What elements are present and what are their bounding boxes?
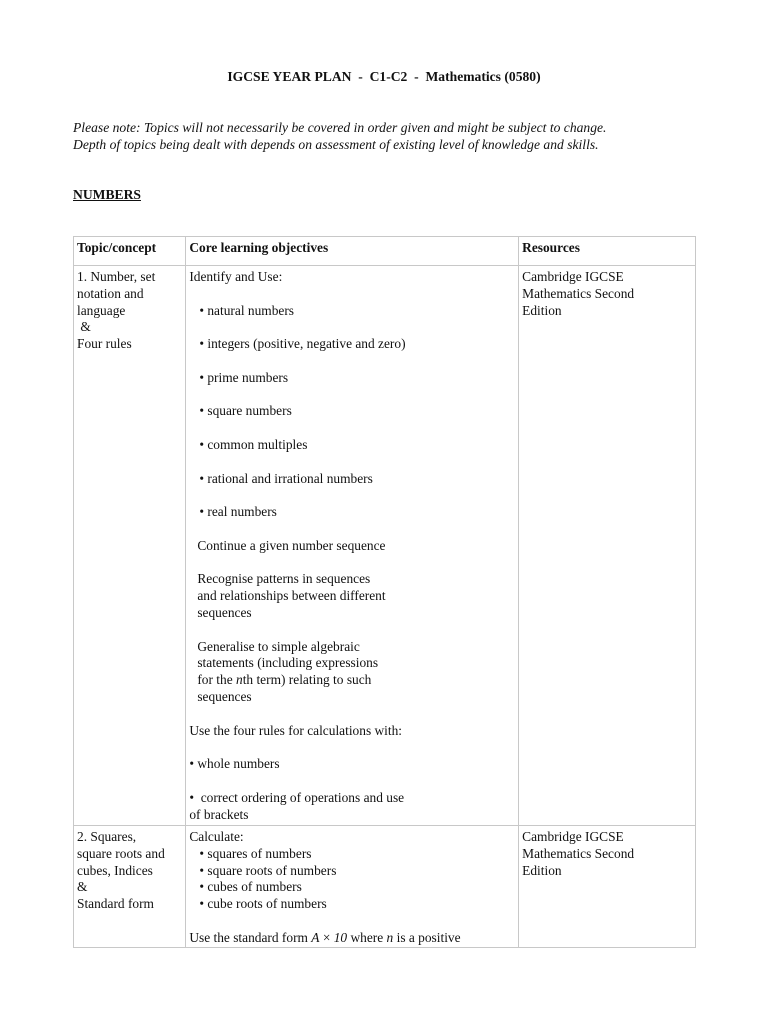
table-row — [74, 266, 696, 826]
topic-cell — [74, 826, 186, 948]
column-header-objectives: Core learning objectives — [186, 237, 519, 266]
note-line: Depth of topics being dealt with depends on assessment of existing level of knowledge and skills. — [73, 137, 599, 152]
resource-line: Mathematics Second — [522, 285, 635, 301]
objective-bullet: • integers (positive, negative and zero) — [199, 336, 406, 352]
objectives-cell — [186, 266, 519, 826]
objective-bullet: • cube roots of numbers — [199, 896, 327, 912]
text-run: Use the standard form — [189, 929, 312, 945]
topic-line: language — [77, 302, 126, 318]
objective-line: Recognise patterns in sequences — [197, 571, 371, 587]
objective-bullet: • square numbers — [199, 403, 292, 419]
objective-line: of brackets — [189, 806, 249, 822]
resources-cell — [519, 826, 696, 948]
objective-bullet: • whole numbers — [189, 756, 280, 772]
year-plan-table — [73, 236, 696, 948]
text-run: 10 — [333, 929, 348, 945]
objective-bullet: • correct ordering of operations and use — [189, 789, 405, 805]
resource-line: Mathematics Second — [522, 845, 635, 861]
topic-line: notation and — [77, 285, 144, 301]
objective-line — [189, 672, 515, 689]
topic-line: Standard form — [77, 896, 154, 912]
objective-bullet: • rational and irrational numbers — [199, 470, 373, 486]
text-run: A — [311, 929, 320, 945]
resource-line: Edition — [522, 302, 562, 318]
text-run: n — [236, 672, 243, 688]
objective-line: Generalise to simple algebraic — [197, 638, 360, 654]
topic-line: & — [77, 319, 91, 335]
topic-line: Four rules — [77, 336, 132, 352]
objective-bullet: • prime numbers — [199, 369, 289, 385]
objective-line — [189, 930, 515, 947]
topic-line: 2. Squares, — [77, 829, 137, 844]
objective-bullet: • cubes of numbers — [199, 879, 302, 895]
resource-line: Cambridge IGCSE — [522, 269, 624, 284]
table-row — [74, 826, 696, 948]
objective-line: statements (including expressions — [197, 655, 379, 671]
text-run: where — [347, 929, 387, 945]
text-run: for the — [197, 672, 236, 688]
resource-line: Cambridge IGCSE — [522, 829, 624, 844]
objective-line: and relationships between different — [197, 588, 386, 604]
resource-line: Edition — [522, 862, 562, 878]
please-note-paragraph — [73, 119, 723, 153]
objective-line: Continue a given number sequence — [197, 537, 386, 553]
text-run: × — [319, 929, 334, 945]
objective-line: sequences — [197, 604, 252, 620]
objective-intro: Identify and Use: — [189, 269, 283, 284]
objective-bullet: • real numbers — [199, 504, 277, 520]
table-header-row — [74, 237, 696, 266]
note-line: Please note: Topics will not necessarily be covered in order given and might be subject to change. — [73, 120, 607, 135]
text-run: th term) relating to such — [242, 672, 372, 688]
document-title: IGCSE YEAR PLAN - C1-C2 - Mathematics (0580) — [227, 69, 541, 84]
topic-line: 1. Number, set — [77, 269, 156, 284]
column-header-topic: Topic/concept — [74, 237, 186, 266]
objective-intro: Calculate: — [189, 829, 244, 844]
topic-cell — [74, 266, 186, 826]
objective-bullet: • natural numbers — [199, 302, 295, 318]
resources-cell — [519, 266, 696, 826]
column-header-resources: Resources — [519, 237, 696, 266]
objective-bullet: • square roots of numbers — [199, 862, 337, 878]
text-run: n — [386, 929, 394, 945]
objective-line: sequences — [197, 688, 252, 704]
objectives-cell — [186, 826, 519, 948]
objective-bullet: • common multiples — [199, 436, 308, 452]
topic-line: & — [77, 879, 88, 895]
text-run: is a positive — [393, 929, 461, 945]
section-heading: NUMBERS — [73, 187, 141, 202]
objective-bullet: • squares of numbers — [199, 845, 312, 861]
topic-line: square roots and — [77, 845, 165, 861]
objective-line: Use the four rules for calculations with: — [189, 722, 403, 738]
topic-line: cubes, Indices — [77, 862, 153, 878]
